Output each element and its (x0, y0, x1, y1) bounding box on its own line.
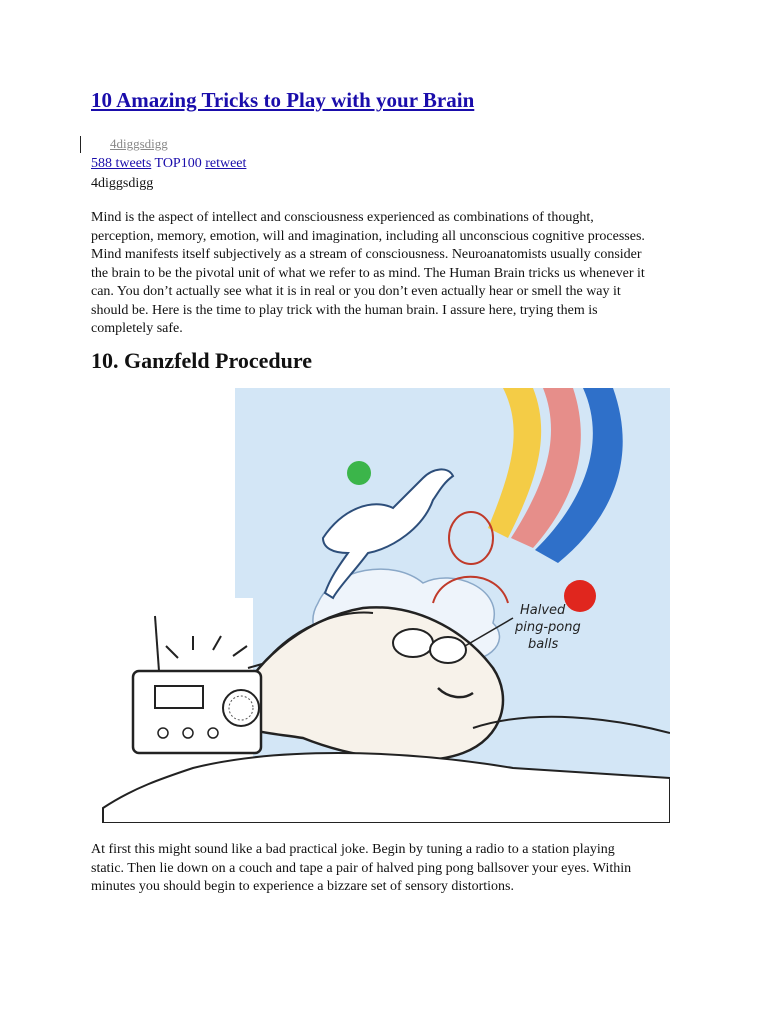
ganzfeld-illustration (93, 388, 670, 823)
section-heading: 10. Ganzfeld Procedure (91, 348, 312, 373)
intro-paragraph: Mind is the aspect of intellect and consciousness experienced as combinations of thought, perception, memory, emotion, will and imagination, including all unconscious cognitive processes. Mind manifests itself subjectively as a stream of consciousness. Neuroanatomists usually consider the brain to be the pivotal unit of what we refer to as mind. The Human Brain tricks us whenever it can. You don’t actually see what it is in real or you don’t even actually hear or smell the way it should be. Here is the time to play trick with the human brain. I assure here, trying them is completely safe. (91, 210, 645, 336)
radio-knob-left (158, 728, 168, 738)
share-line (91, 156, 246, 172)
radio-speaker (223, 690, 259, 726)
text-cursor (80, 136, 81, 153)
author-name: 4diggsdigg (91, 176, 154, 191)
author-link[interactable]: 4diggsdigg (110, 136, 168, 151)
green-ball (347, 461, 371, 485)
ping-pong-half-right (430, 637, 466, 663)
figure-label-3: balls (528, 637, 559, 652)
radio-knob-mid (183, 728, 193, 738)
figure-label-1: Halved (520, 603, 566, 618)
radio-knob-right (208, 728, 218, 738)
ping-pong-half-left (393, 629, 433, 657)
red-ball (564, 580, 596, 612)
tweets-count-link[interactable]: 588 tweets (91, 156, 152, 171)
top100-label: TOP100 (154, 156, 202, 171)
radio-display (155, 686, 203, 708)
figure-label-2: ping-pong (515, 620, 581, 635)
section-body-paragraph: At first this might sound like a bad practical joke. Begin by tuning a radio to a station playing static. Then lie down on a couch and tape a pair of halved ping pong ballsover your eyes. Within minutes you should begin to experience a bizzare set of sensory distortions. (91, 842, 632, 894)
article-title-link[interactable]: 10 Amazing Tricks to Play with your Brain (91, 88, 475, 112)
retweet-link[interactable]: retweet (205, 156, 247, 171)
